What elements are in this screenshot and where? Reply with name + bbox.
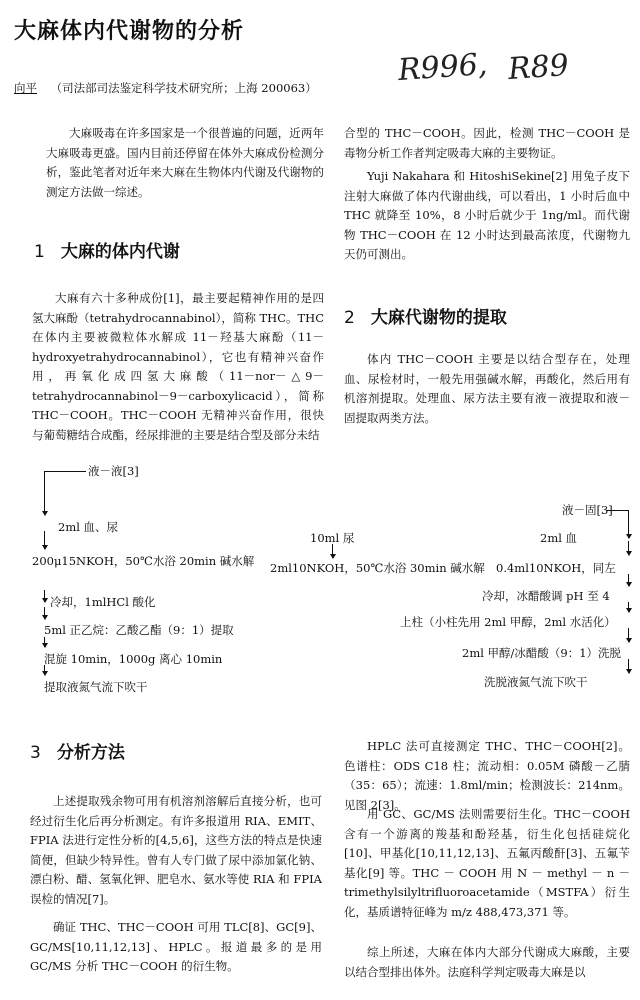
flow-right-arrow-1: [628, 541, 629, 555]
flow-left-connector: [44, 471, 86, 472]
right-paragraph-1: 合型的 THC－COOH。因此，检测 THC－COOH 是毒物分析工作者判定吸毒大麻的主要物证。: [344, 126, 630, 160]
flow-right-arrow-0: [628, 510, 629, 538]
flow-right-step: 2ml 血: [540, 531, 578, 545]
flow-left-step: 提取液氮气流下吹干: [44, 680, 148, 694]
section-1-heading: [34, 237, 180, 262]
section-3-paragraph-2: 确证 THC、THC－COOH 可用 TLC[8]、GC[9]、GC/MS[10,11,12,13]、HPLC。报道最多的是用 GC/MS 分析 THC－COOH 的衍生物。: [30, 920, 322, 973]
flow-left-step: 200μ15NKOH，50℃水浴 20min 碱水解: [32, 554, 255, 568]
flow-right-step: 洗脱液氮气流下吹干: [484, 675, 588, 689]
author-name: 向平: [14, 81, 37, 95]
section-2-number: 2: [344, 308, 355, 328]
section-3-number: 3: [30, 743, 41, 763]
flow-right-arrow-5: [628, 659, 629, 673]
right-paragraph-2: Yuji Nakahara 和 HitoshiSekine[2] 用兔子皮下注射大麻做了体内代谢曲线，可以看出，1 小时后血中 THC 就降至 10%，8 小时后就少于 1ng/ml。而代谢物 THC－COOH 在 12 小时达到最高浓度，代谢物九天仍可测出。: [344, 169, 630, 261]
right-bottom-paragraph-2: 用 GC、GC/MS 法则需要衍生化。THC－COOH 含有一个游离的羧基和酚羟基，衍生化包括硅烷化[10]、甲基化[10,11,12,13]、五氟丙酸酐[3]、五氟苄基化[9] 等。THC － COOH 用 N － methyl － n － trimethylsilyltrifluoroacetamide（MSTFA）衍生化，基质谱特征峰为 m/z 488,473,371 等。: [344, 807, 630, 919]
handwritten-note-2: R89: [506, 47, 570, 88]
flow-middle-head: 10ml 尿: [310, 531, 355, 545]
abstract: 大麻吸毒在许多国家是一个很普遍的问题，近两年大麻吸毒更盛。国内目前还停留在体外大麻成份检测分析，鉴此笔者对近年来大麻在生物体内代谢及代谢物的测定方法做一综述。: [46, 126, 324, 199]
section-1-number: 1: [34, 242, 45, 262]
flow-left-arrow-5: [44, 665, 45, 675]
flow-right-step: 2ml 甲醇/冰醋酸（9：1）洗脱: [462, 646, 622, 660]
flow-middle-arrow-0: [332, 544, 333, 558]
section-3-heading: [30, 738, 125, 763]
flow-left-arrow-3: [44, 607, 45, 619]
flow-left-arrow-1: [44, 531, 45, 549]
flow-left-head: 液－液[3]: [88, 464, 139, 478]
flow-right-arrow-2: [628, 574, 629, 586]
section-3-title: 分析方法: [56, 743, 125, 763]
section-1-title: 大麻的体内代谢: [60, 242, 180, 262]
right-bottom-paragraph-3: 综上所述，大麻在体内大部分代谢成大麻酸，主要以结合型排出体外。法庭科学判定吸毒大麻是以: [344, 945, 630, 979]
flow-left-arrow-2: [44, 590, 45, 602]
flow-left-arrow-0: [44, 471, 45, 515]
handwritten-note-1: R996,: [396, 46, 489, 89]
section-2-heading: [344, 303, 507, 328]
flow-left-step: 混旋 10min，1000g 离心 10min: [44, 652, 223, 666]
author-line: [14, 80, 317, 96]
section-3-paragraph-1: 上述提取残余物可用有机溶剂溶解后直接分析，也可经过衍生化后再分析测定。有许多报道用 RIA、EMIT、FPIA 法进行定性分析的[4,5,6]，这些方法的特点是快速简便，但缺少特异性。曾有人专门做了尿中添加氯化钠、漂白粉、醋、氢氧化钾、肥皂水、氨水等使 RIA 和 FPIA 误检的情况[7]。: [30, 794, 322, 906]
section-2-paragraph: 体内 THC－COOH 主要是以结合型存在，处理血、尿检材时，一般先用强碱水解，再酸化，然后用有机溶剂提取。处理血、尿方法主要有液－液提取和液－固提取两类方法。: [344, 352, 630, 425]
author-affiliation: （司法部司法鉴定科学技术研究所；上海 200063）: [50, 81, 317, 95]
section-2-title: 大麻代谢物的提取: [370, 308, 507, 328]
flow-left-step: 冷却，1mlHCl 酸化: [50, 595, 156, 609]
flow-right-head: 液－固[3]: [562, 503, 613, 517]
right-bottom-paragraph-1: HPLC 法可直接测定 THC、THC－COOH[2]。色谱柱：ODS C18 柱；流动相：0.05M 磷酸－乙腈（35：65）；流速：1.8ml/min；检测波长：214nm。见图 2[3]。: [344, 739, 630, 812]
flow-right-arrow-3: [628, 602, 629, 612]
flow-left-step: 2ml 血、尿: [58, 520, 119, 534]
section-1-paragraph: 大麻有六十多种成份[1]，最主要起精神作用的是四氢大麻酚（tetrahydrocannabinol），简称 THC。THC 在体内主要被微粒体水解成 11－羟基大麻酚（11－hydroxyetrahydrocannabinol），它也有精神兴奋作用，再氧化成四氢大麻酸（11－nor－△9－tetrahydrocannabinol－9－carboxylicacid），简称 THC－COOH。THC－COOH 无精神兴奋作用，很快与葡萄糖结合成酯，经尿排泄的主要是结合型及部分未结: [32, 291, 325, 442]
flow-left-arrow-4: [44, 637, 45, 647]
flow-right-step: 上柱（小柱先用 2ml 甲醇，2ml 水活化）: [400, 615, 616, 629]
flow-right-step: 0.4ml10NKOH，同左: [496, 561, 616, 575]
flow-right-arrow-4: [628, 628, 629, 642]
flow-right-step: 冷却，冰醋酸调 pH 至 4: [482, 589, 610, 603]
paper-title: 大麻体内代谢物的分析: [14, 19, 245, 44]
flow-middle-step: 2ml10NKOH，50℃水浴 30min 碱水解: [270, 561, 485, 575]
flow-left-step: 5ml 正乙烷：乙酸乙酯（9：1）提取: [44, 623, 234, 637]
flow-right-connector: [606, 510, 628, 511]
